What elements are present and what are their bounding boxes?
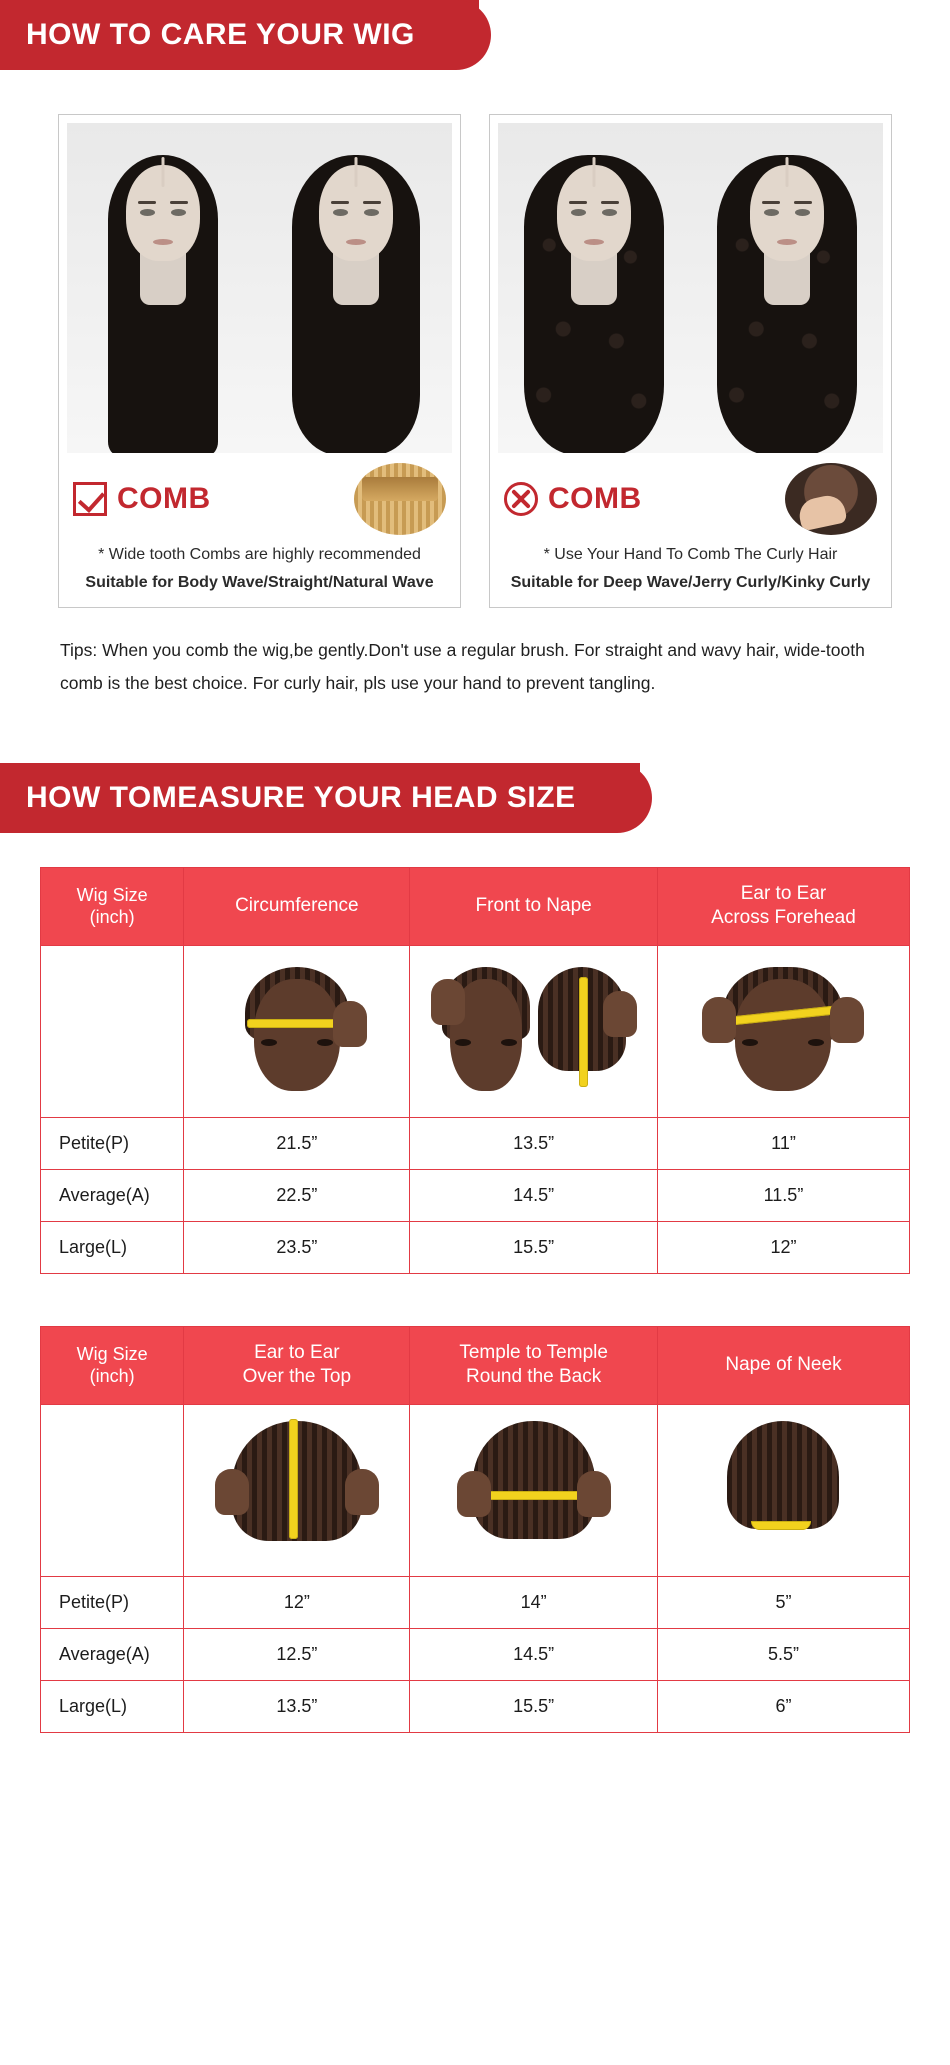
header-line2: Over the Top	[242, 1366, 352, 1387]
comb-cards	[0, 86, 950, 608]
header-line1: Ear to Ear	[254, 1342, 340, 1364]
measure-banner-wrap	[0, 763, 950, 849]
hand-combing-hair-photo	[785, 463, 877, 535]
table-row	[41, 1117, 910, 1169]
care-banner-title: HOW TO CARE YOUR WIG	[26, 18, 415, 51]
comb-label: COMB	[548, 482, 642, 515]
size-table-1-wrap	[0, 849, 950, 1274]
row-value: 21.5”	[184, 1117, 410, 1169]
table-illustration-row	[41, 1404, 910, 1576]
header-line2: Round the Back	[466, 1366, 602, 1387]
straight-hair-wig-photo	[67, 123, 260, 453]
deep-wave-wig-photo	[498, 123, 691, 453]
header-ear-to-ear-forehead	[657, 867, 909, 945]
row-value: 13.5”	[410, 1117, 658, 1169]
table-row	[41, 1576, 910, 1628]
empty-cell	[41, 945, 184, 1117]
header-nape-of-neck: Nape of Neek	[657, 1326, 909, 1404]
table-header-row	[41, 1326, 910, 1404]
measure-front-to-nape-illustration	[410, 945, 658, 1117]
header-line2: (inch)	[89, 907, 135, 927]
measure-temple-to-temple-illustration	[410, 1404, 658, 1576]
row-value: 15.5”	[410, 1221, 658, 1273]
table-header-row	[41, 867, 910, 945]
table-illustration-row	[41, 945, 910, 1117]
row-value: 12”	[657, 1221, 909, 1273]
row-value: 14”	[410, 1576, 658, 1628]
header-line1: Wig Size	[76, 884, 148, 905]
comb-card-recommended	[58, 114, 461, 608]
row-value: 11”	[657, 1117, 909, 1169]
comb-card-not-recommended	[489, 114, 892, 608]
row-value: 11.5”	[657, 1169, 909, 1221]
size-table-2-wrap	[0, 1308, 950, 1733]
measure-ear-to-ear-over-top-illustration	[184, 1404, 410, 1576]
header-wig-size	[41, 1326, 184, 1404]
empty-cell	[41, 1404, 184, 1576]
table-row	[41, 1680, 910, 1732]
wig-photo-row	[498, 123, 883, 453]
row-label: Petite(P)	[41, 1117, 184, 1169]
measure-banner-title: HOW TOMEASURE YOUR HEAD SIZE	[26, 780, 576, 814]
header-wig-size	[41, 867, 184, 945]
row-label: Average(A)	[41, 1169, 184, 1221]
row-label: Large(L)	[41, 1680, 184, 1732]
row-value: 14.5”	[410, 1628, 658, 1680]
row-label: Average(A)	[41, 1628, 184, 1680]
card-note-line1: * Wide tooth Combs are highly recommended	[98, 546, 421, 563]
row-value: 5”	[657, 1576, 909, 1628]
wide-tooth-comb-photo	[354, 463, 446, 535]
row-value: 23.5”	[184, 1221, 410, 1273]
row-value: 5.5”	[657, 1628, 909, 1680]
cross-icon	[504, 482, 538, 516]
comb-label: COMB	[117, 482, 211, 515]
header-ear-to-ear-over-top	[184, 1326, 410, 1404]
measure-banner	[0, 763, 640, 833]
care-tips-text: Tips: When you comb the wig,be gently.Don't use a regular brush. For straight and wavy hair, wide-tooth comb is the best choice. For curly hair, pls use your hand to prevent tangling.	[60, 640, 865, 694]
size-table-2	[40, 1326, 910, 1733]
table-row	[41, 1628, 910, 1680]
row-value: 6”	[657, 1680, 909, 1732]
table-row	[41, 1169, 910, 1221]
row-value: 13.5”	[184, 1680, 410, 1732]
header-line1: Temple to Temple	[459, 1342, 608, 1364]
header-circumference: Circumference	[184, 867, 410, 945]
kinky-curly-wig-photo	[691, 123, 884, 453]
measure-circumference-illustration	[184, 945, 410, 1117]
card-note-line1: * Use Your Hand To Comb The Curly Hair	[543, 546, 838, 563]
row-value: 22.5”	[184, 1169, 410, 1221]
measure-ear-to-ear-forehead-illustration	[657, 945, 909, 1117]
row-value: 12”	[184, 1576, 410, 1628]
comb-recommendation-row	[67, 453, 452, 541]
comb-warning-row	[498, 453, 883, 541]
size-table-1	[40, 867, 910, 1274]
card-note-line2: Suitable for Body Wave/Straight/Natural Wave	[85, 574, 434, 591]
row-value: 14.5”	[410, 1169, 658, 1221]
care-banner-wrap	[0, 0, 950, 86]
row-label: Large(L)	[41, 1221, 184, 1273]
wig-photo-row	[67, 123, 452, 453]
table-row	[41, 1221, 910, 1273]
body-wave-wig-photo	[260, 123, 453, 453]
row-label: Petite(P)	[41, 1576, 184, 1628]
row-value: 12.5”	[184, 1628, 410, 1680]
row-value: 15.5”	[410, 1680, 658, 1732]
check-icon	[73, 482, 107, 516]
header-line1: Wig Size	[76, 1343, 148, 1364]
card-note-line2: Suitable for Deep Wave/Jerry Curly/Kinky Curly	[510, 574, 871, 591]
care-banner	[0, 0, 479, 70]
header-temple-to-temple	[410, 1326, 658, 1404]
header-line2: Across Forehead	[711, 907, 856, 928]
measure-nape-of-neck-illustration	[657, 1404, 909, 1576]
header-line2: (inch)	[89, 1366, 135, 1386]
header-front-to-nape: Front to Nape	[410, 867, 658, 945]
header-line1: Ear to Ear	[740, 883, 827, 905]
